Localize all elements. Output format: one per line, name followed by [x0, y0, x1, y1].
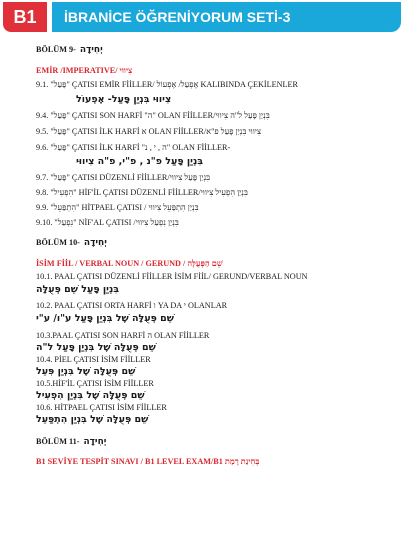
section-hebrew-label: יְחִידָה — [83, 238, 107, 248]
toc-line: שֵׁם פְּעֻלָּה שֶׁל בִּנְיַן פִּעֵל — [36, 366, 136, 377]
toc-line: 9.8. "הִפְעִיל" HİF'İL ÇATISI DÜZENLİ FİİLLER/בִּנְיַן הִפְעִיל צִיווּי — [36, 188, 248, 197]
toc-line: צִיווּי בִּנְיַן פָּעַל- אֶפְעוֹל — [76, 94, 172, 105]
toc-line — [36, 436, 106, 448]
section-hebrew-label: יְחִידָה — [83, 437, 107, 447]
toc-line: 9.7. "פָּעַל" ÇATISI DÜZENLİ FİİLLER/בִּנְיַן פָּעַל צִיווּי — [36, 173, 211, 182]
toc-line: 10.2. PAAL ÇATISI ORTA HARFİ ו YA DA י OLANLAR — [36, 301, 228, 310]
toc-line: 10.3.PAAL ÇATISI SON HARFİ ה OLAN FİİLLER — [36, 331, 210, 340]
page-header — [0, 0, 404, 40]
toc-line: בִּנְיַן פָּעַל פ"נ , פ"י, פ"ה צִיווּי — [76, 156, 204, 167]
toc-line: 9.5. "פָּעַל" ÇATISI İLK HARFİ א OLAN FİİLLER/צִיווּי בִּנְיַן פָּעַל פ"א — [36, 127, 262, 136]
toc-line: 9.6. "פָּעַל" ÇATISI İLK HARFİ "ה , י , נ" OLAN FİİLLER- — [36, 143, 231, 152]
toc-line — [36, 44, 103, 56]
toc-line: 9.1. "פָּעַל" ÇATISI EMİR FİİLLER/ אֶפְעַל/ אֶפְעוֹל KALIBINDA ÇEKİLENLER — [36, 80, 299, 89]
page-title: İBRANİCE ÖĞRENİYORUM SETİ-3 — [52, 2, 401, 32]
toc-line: שֵׁם פְּעֻלָּה שֶׁל בִּנְיַן פָּעַל ל"ה — [36, 342, 156, 353]
toc-line: 9.4. "פָּעַל" ÇATISI SON HARFİ "ה" OLAN FİİLLER/בִּנְיַן פָּעַל ל"ה צִיווּי — [36, 111, 270, 120]
toc-line: שֵׁם פְּעֻלָּה שֶׁל בִּנְיַן הִתְפַּעֵל — [36, 414, 149, 425]
section-hebrew-label: יְחִידָה — [79, 45, 103, 55]
toc-line: בִּנְיַן פָּעַל שֵׁם פְּעֻלָּה — [36, 284, 120, 295]
toc-line: EMİR /IMPERATIVE/ צִיווּי — [36, 66, 133, 75]
toc-line: 10.1. PAAL ÇATISI DÜZENLİ FİİLLER İSİM FİİL/ GERUND/VERBAL NOUN — [36, 272, 308, 281]
toc-line: 9.10. "נִפְעַל" NİF'AL ÇATISI /בִּנְיַן נִפְעַל צִיווּי — [36, 218, 179, 227]
toc-line: B1 SEVİYE TESPİT SINAVI / B1 LEVEL EXAM/B1 בְּחִינַת רָמַת — [36, 457, 260, 466]
toc-line — [36, 237, 107, 249]
toc-line: 10.5.HİF'İL ÇATISI İSİM FİİLLER — [36, 379, 154, 388]
toc-line: 10.6. HİTPAEL ÇATISI İSİM FİİLLER — [36, 403, 167, 412]
section-label: BÖLÜM 10- — [36, 238, 80, 247]
toc-line: שֵׁם פְּעֻלָּה שֶׁל בִּנְיַן פָּעַל ע"ו/ ע"י — [36, 313, 174, 324]
toc-line: 9.9. "הִתְפַּעֵל" HİTPAEL ÇATISI / בִּנְיַן הִתְפַּעֵל צִיווּי — [36, 203, 199, 212]
section-label: BÖLÜM 9- — [36, 45, 76, 54]
toc-line: İSİM FİİL / VERBAL NOUN / GERUND / שֵׁם הַפְּעֻלָּה — [36, 259, 223, 268]
section-label: BÖLÜM 11- — [36, 437, 80, 446]
level-badge: B1 — [3, 2, 47, 32]
toc-line: שֵׁם פְּעֻלָּה שֶׁל בִּנְיַן הִפְעִיל — [36, 390, 145, 401]
toc-line: 10.4. PİEL ÇATISI İSİM FİİLLER — [36, 355, 151, 364]
